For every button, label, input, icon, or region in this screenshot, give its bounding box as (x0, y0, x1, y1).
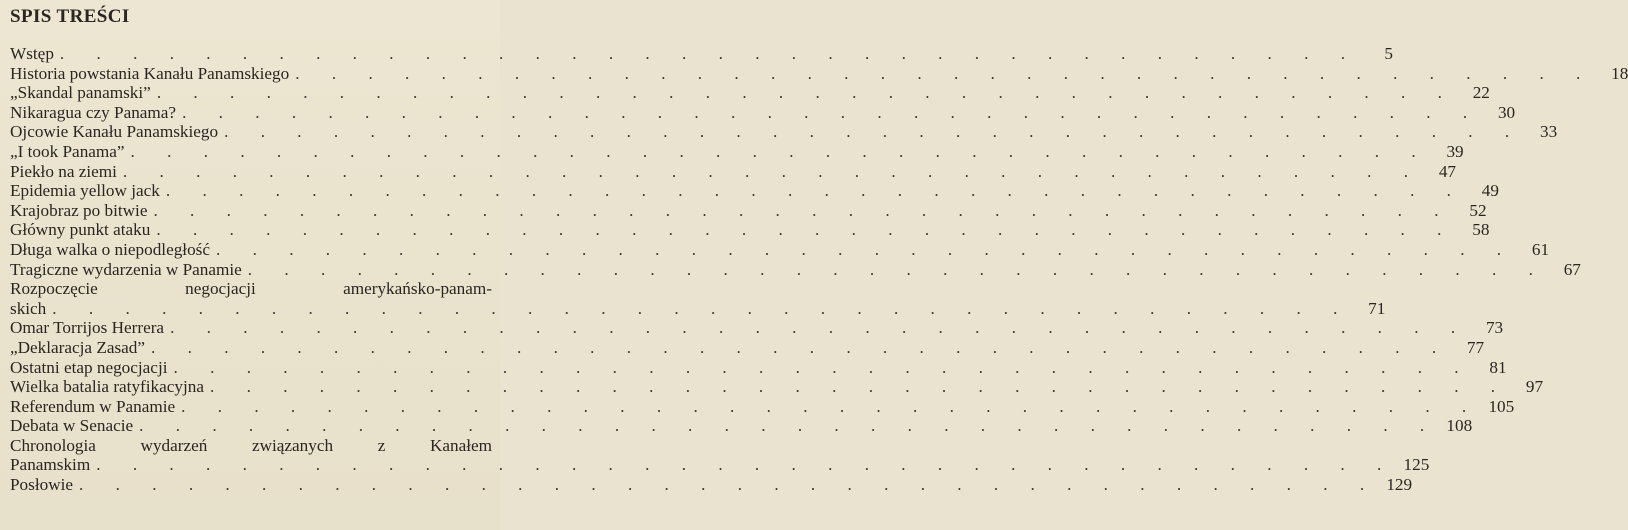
dot-leader: . . . . . . . . . . . . . . . . . . . . . . . . . . . . . . . . . . . . (59, 44, 1359, 63)
toc-entry[interactable] (10, 200, 1487, 221)
toc-entry-page: 5 (1384, 44, 1393, 63)
toc-entry[interactable] (10, 259, 1581, 280)
dot-leader: . . . . . . . . . . . . . . . . . . . . . . . . . . . . . . . . . . . . (216, 239, 1516, 259)
toc-entry-title-line1: Chronologia wydarzeń związanych z Kanałem (10, 435, 492, 455)
toc-entry-title: Omar Torrijos Herrera (10, 318, 165, 338)
toc-entry[interactable] (10, 161, 1456, 182)
toc-entry-page: 58 (1472, 220, 1490, 240)
toc-entry[interactable] (10, 357, 1507, 378)
dot-leader: . . . . . . . . . . . . . . . . . . . . . . . . . . . . . . . . . . . . (182, 102, 1482, 122)
dot-leader: . . . . . . . . . . . . . . . . . . . . . . . . . . . . . . . . . . . . (224, 122, 1524, 142)
toc-entry-page: 105 (1488, 396, 1515, 416)
toc-entry[interactable] (10, 122, 1558, 142)
toc-entry-title: Wielka batalia ratyfikacyjna (10, 377, 204, 397)
toc-entry-page: 49 (1481, 181, 1499, 201)
toc-list (10, 44, 1628, 495)
toc-entry-title: Nikaragua czy Panama? (10, 102, 177, 122)
dot-leader: . . . . . . . . . . . . . . . . . . . . . . . . . . . . . . . . . . . . (247, 259, 1547, 279)
dot-leader: . . . . . . . . . . . . . . . . . . . . . . . . . . . . . . . . . . . . (173, 357, 1473, 377)
toc-entry-page: 73 (1485, 318, 1504, 338)
toc-entry[interactable] (10, 83, 1490, 103)
dot-leader: . . . . . . . . . . . . . . . . . . . . . . . . . . . . . . . . . . . . (79, 475, 1379, 495)
toc-entry-page: 125 (1403, 455, 1430, 475)
dot-leader: . . . . . . . . . . . . . . . . . . . . . . . . . . . . . . . . . . . . (52, 298, 1352, 318)
toc-entry-title-line1: Rozpoczęcie negocjacji amerykańsko-panam- (10, 279, 492, 299)
toc-entry-page: 97 (1525, 377, 1544, 397)
dot-leader: . . . . . . . . . . . . . . . . . . . . . . . . . . . . . . . . . . . . (122, 161, 1422, 181)
toc-entry-title: „I took Panama” (10, 141, 125, 161)
toc-entry-title: Długa walka o niepodległość (10, 239, 210, 259)
toc-entry-page: 77 (1466, 337, 1485, 357)
toc-entry[interactable] (10, 102, 1516, 123)
toc-entry-title: Epidemia yellow jack (10, 181, 160, 201)
toc-entry[interactable] (10, 63, 1628, 84)
toc-entry-title: skich (10, 298, 47, 318)
toc-entry[interactable] (10, 337, 1485, 358)
toc-entry[interactable] (10, 141, 1464, 162)
toc-entry-page: 33 (1540, 122, 1558, 142)
toc-entry-title: Posłowie (10, 475, 74, 495)
toc-entry-line (10, 436, 492, 456)
toc-entry-title: Tragiczne wydarzenia w Panamie (10, 259, 242, 279)
dot-leader: . . . . . . . . . . . . . . . . . . . . . . . . . . . . . . . . . . . . (156, 83, 1456, 103)
toc-entry-title: Piekło na ziemi (10, 161, 117, 181)
toc-entry-page: 61 (1531, 239, 1550, 259)
toc-entry-page: 129 (1386, 475, 1413, 495)
toc-entry[interactable] (10, 377, 1544, 397)
toc-entry-title: Ojcowie Kanału Panamskiego (10, 122, 219, 142)
toc-entry-title: Panamskim (10, 455, 91, 475)
toc-entry-page: 22 (1472, 83, 1490, 103)
toc-entry-title: Referendum w Panamie (10, 396, 176, 416)
toc-entry-title: Wstęp (10, 44, 54, 63)
toc-entry[interactable] (10, 396, 1515, 417)
toc-entry-title: „Skandal panamski” (10, 83, 151, 103)
toc-entry[interactable] (10, 239, 1550, 260)
toc-entry-title: Debata w Senacie (10, 416, 134, 436)
toc-entry[interactable] (10, 220, 1490, 240)
toc-entry-title: Krajobraz po bitwie (10, 200, 148, 220)
toc-entry[interactable] (10, 455, 1430, 475)
dot-leader: . . . . . . . . . . . . . . . . . . . . . . . . . . . . . . . . . . . . (170, 318, 1470, 338)
dot-leader: . . . . . . . . . . . . . . . . . . . . . . . . . . . . . . . . . . . . (151, 337, 1451, 357)
dot-leader: . . . . . . . . . . . . . . . . . . . . . . . . . . . . . . . . . . . . (139, 416, 1439, 436)
toc-heading: SPIS TREŚCI (10, 6, 130, 27)
dot-leader: . . . . . . . . . . . . . . . . . . . . . . . . . . . . . . . . . . . . (156, 220, 1456, 240)
toc-entry-page: 18 (1611, 63, 1628, 83)
dot-leader: . . . . . . . . . . . . . . . . . . . . . . . . . . . . . . . . . . . . (96, 455, 1396, 475)
toc-entry[interactable] (10, 44, 1393, 64)
toc-entry[interactable] (10, 416, 1473, 436)
toc-entry-title: „Deklaracja Zasad” (10, 337, 146, 357)
dot-leader: . . . . . . . . . . . . . . . . . . . . . . . . . . . . . . . . . . . . (295, 63, 1595, 83)
toc-entry-page: 81 (1489, 357, 1507, 377)
toc-entry-line (10, 279, 492, 299)
toc-entry[interactable] (10, 475, 1413, 495)
toc-entry-page: 39 (1446, 141, 1464, 161)
toc-entry-title: Główny punkt ataku (10, 220, 151, 240)
dot-leader: . . . . . . . . . . . . . . . . . . . . . . . . . . . . . . . . . . . . (210, 377, 1510, 397)
toc-entry-title: Ostatni etap negocjacji (10, 357, 168, 377)
toc-entry-page: 67 (1563, 259, 1581, 279)
toc-entry-page: 30 (1497, 102, 1516, 122)
toc-entry[interactable] (10, 318, 1504, 338)
dot-leader: . . . . . . . . . . . . . . . . . . . . . . . . . . . . . . . . . . . . (181, 396, 1481, 416)
toc-entry[interactable] (10, 298, 1386, 319)
toc-entry-page: 47 (1438, 161, 1456, 181)
toc-entry-page: 71 (1368, 298, 1386, 318)
toc-entry-page: 108 (1446, 416, 1473, 436)
dot-leader: . . . . . . . . . . . . . . . . . . . . . . . . . . . . . . . . . . . . (165, 181, 1465, 201)
toc-entry[interactable] (10, 181, 1499, 201)
dot-leader: . . . . . . . . . . . . . . . . . . . . . . . . . . . . . . . . . . . . (130, 141, 1430, 161)
dot-leader: . . . . . . . . . . . . . . . . . . . . . . . . . . . . . . . . . . . . (153, 200, 1453, 220)
toc-entry-page: 52 (1469, 200, 1487, 220)
toc-entry-title: Historia powstania Kanału Panamskiego (10, 63, 290, 83)
